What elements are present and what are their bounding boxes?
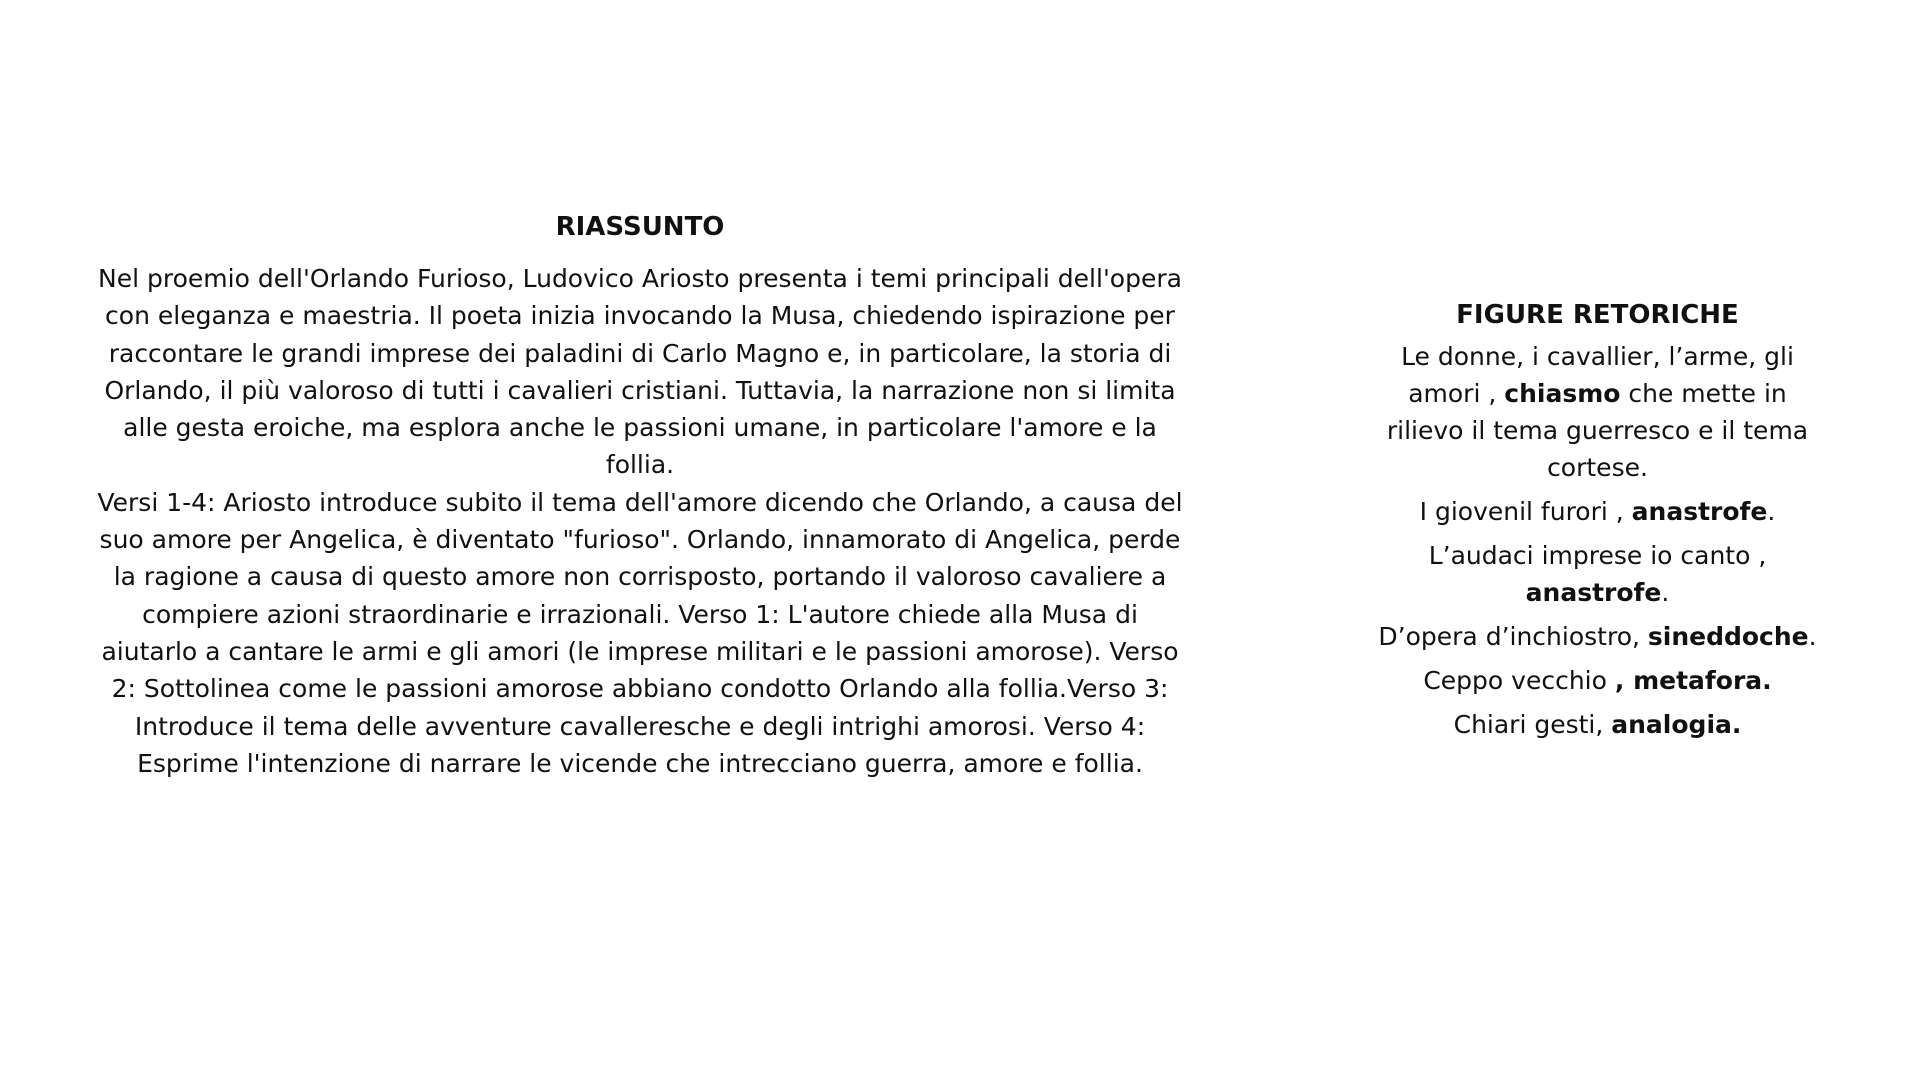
figure-name: anastrofe (1631, 497, 1768, 526)
figure-item-analogia (1375, 706, 1820, 743)
figure-item-sineddoche (1375, 618, 1820, 655)
figure-text: Ceppo vecchio (1423, 666, 1615, 695)
figure-item-anastrofe-2 (1375, 537, 1820, 611)
figure-name: sineddoche (1647, 622, 1809, 651)
rhetorical-figures-section (1375, 298, 1820, 750)
figure-text-after: . (1767, 497, 1776, 526)
figure-text-after: che mette in rilievo il tema guerresco e il tema cortese. (1386, 379, 1809, 482)
figure-text-after: . (1808, 622, 1817, 651)
summary-section (95, 210, 1185, 782)
summary-paragraph-intro: Nel proemio dell'Orlando Furioso, Ludovico Ariosto presenta i temi principali dell'opera con eleganza e maestria. Il poeta inizia invocando la Musa, chiedendo ispirazione per raccontare le grandi imprese dei paladini di Carlo Magno e, in particolare, la storia di Orlando, il più valoroso di tutti i cavalieri cristiani. Tuttavia, la narrazione non si limita alle gesta eroiche, ma esplora anche le passioni umane, in particolare l'amore e la follia. (98, 264, 1182, 480)
figure-text: Chiari gesti, (1453, 710, 1612, 739)
figure-item-anastrofe-1 (1375, 493, 1820, 530)
figure-name: , metafora. (1614, 666, 1772, 695)
figure-item-chiasmo (1375, 338, 1820, 486)
summary-title: RIASSUNTO (555, 212, 725, 242)
figure-text: Le donne, i cavallier, l’arme, gli amori , (1401, 342, 1794, 408)
figure-text: I giovenil furori , (1419, 497, 1632, 526)
figure-name: chiasmo (1504, 379, 1621, 408)
figure-text: D’opera d’inchiostro, (1378, 622, 1648, 651)
figure-text: L’audaci imprese io canto , (1428, 541, 1767, 570)
figure-name: analogia. (1611, 710, 1742, 739)
figures-title: FIGURE RETORICHE (1456, 300, 1739, 330)
figure-text-after: . (1661, 578, 1670, 607)
figure-name: anastrofe (1525, 578, 1662, 607)
summary-paragraph-verses: Versi 1-4: Ariosto introduce subito il tema dell'amore dicendo che Orlando, a causa del suo amore per Angelica, è diventato "furioso". Orlando, innamorato di Angelica, perde la ragione a causa di questo amore non corrisposto, portando il valoroso cavaliere a compiere azioni straordinarie e irrazionali. Verso 1: L'autore chiede alla Musa di aiutarlo a cantare le armi e gli amori (le imprese militari e le passioni amorose). Verso 2: Sottolinea come le passioni amorose abbiano condotto Orlando alla follia.Verso 3: Introduce il tema delle avventure cavalleresche e degli intrighi amorosi. Verso 4: Esprime l'intenzione di narrare le vicende che intrecciano guerra, amore e follia. (97, 487, 1183, 778)
figure-item-metafora (1375, 662, 1820, 699)
